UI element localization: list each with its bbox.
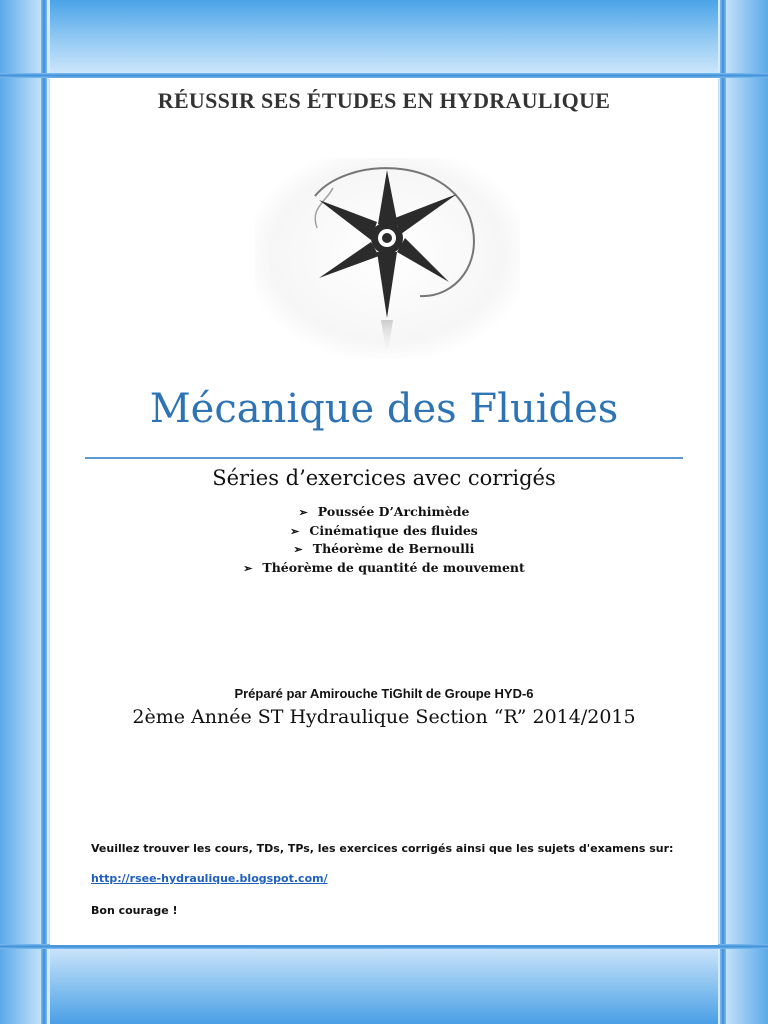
topic-label: Théorème de quantité de mouvement bbox=[262, 559, 525, 575]
topic-label: Théorème de Bernoulli bbox=[312, 541, 475, 556]
arrow-bullet-icon: ➢ bbox=[243, 561, 253, 575]
topic-label: Cinématique des fluides bbox=[309, 522, 478, 538]
list-item bbox=[50, 522, 718, 541]
list-item bbox=[50, 540, 718, 559]
prepared-by: Préparé par Amirouche TiGhilt de Groupe HYD-6 bbox=[234, 686, 534, 701]
subtitle: Séries d’exercices avec corrigés bbox=[212, 466, 556, 490]
main-title: Mécanique des Fluides bbox=[149, 386, 619, 432]
arrow-bullet-icon: ➢ bbox=[298, 506, 308, 519]
frame-right-bar bbox=[720, 0, 726, 1024]
title-divider bbox=[85, 457, 683, 459]
list-item bbox=[50, 503, 718, 522]
arrow-bullet-icon: ➢ bbox=[293, 543, 303, 556]
frame-top-band bbox=[0, 0, 768, 78]
list-item bbox=[50, 559, 718, 578]
topic-label: Poussée D’Archimède bbox=[317, 504, 470, 519]
document-page bbox=[50, 78, 718, 945]
year-line: 2ème Année ST Hydraulique Section “R” 2014/2015 bbox=[132, 706, 636, 728]
frame-bottom-band bbox=[0, 945, 768, 1024]
blog-link[interactable]: http://rsee-hydraulique.blogspot.com/ bbox=[91, 872, 328, 885]
topic-list bbox=[50, 503, 718, 577]
notice-text: Veuillez trouver les cours, TDs, TPs, les exercices corrigés ainsi que les sujets d'examens sur: bbox=[91, 842, 674, 855]
header-title: RÉUSSIR SES ÉTUDES EN HYDRAULIQUE bbox=[157, 88, 611, 113]
turbine-star-icon bbox=[255, 158, 520, 358]
arrow-bullet-icon: ➢ bbox=[290, 524, 300, 538]
closing-text: Bon courage ! bbox=[91, 904, 178, 917]
frame-left-bar bbox=[41, 0, 47, 1024]
